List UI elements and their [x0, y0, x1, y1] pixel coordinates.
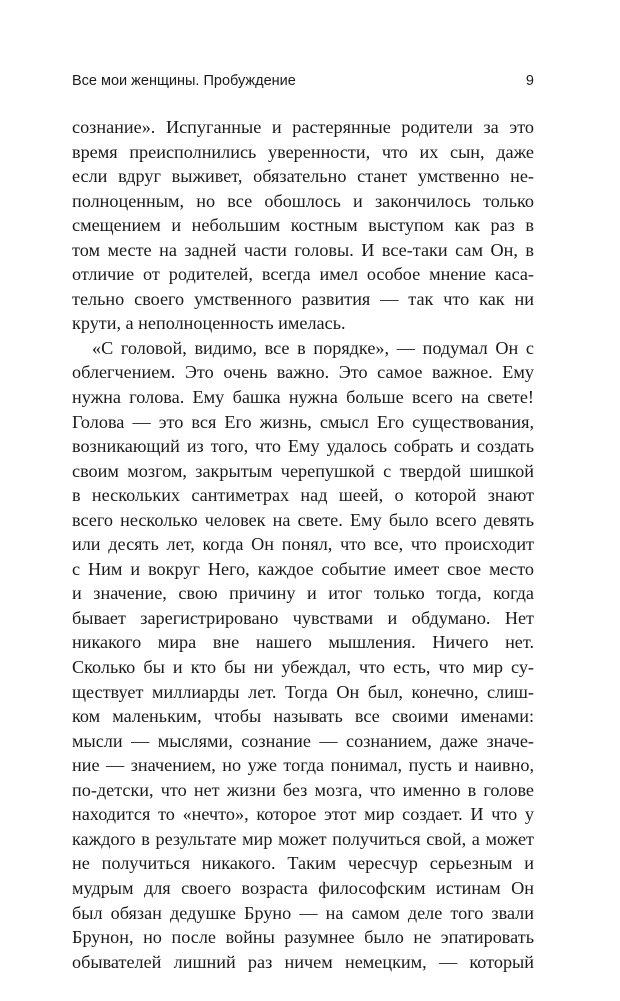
text-line: отличие от родителей, всегда имел особое мнение каса-	[72, 264, 534, 285]
text-line: был обязан дедушке Бруно — на самом деле того звали	[72, 902, 534, 923]
text-line: облегчением. Это очень важно. Это самое важное. Ему	[72, 362, 534, 383]
text-line: не получиться никакого. Таким чересчур серьезным и	[72, 853, 534, 874]
text-line: и значение, свою причину и итог только тогда, когда	[72, 583, 534, 604]
text-line: Сколько бы и кто бы ни убеждал, что есть, что мир су-	[72, 657, 534, 678]
text-line: своим мозгом, закрытым черепушкой с твердой шишкой	[72, 460, 534, 481]
running-header	[72, 73, 534, 93]
text-line: бывает зарегистрировано чувствами и обдумано. Нет	[72, 607, 534, 628]
text-line: том месте на задней части головы. И все-таки сам Он, в	[72, 239, 534, 260]
body-text	[72, 115, 534, 974]
text-line: ние — значением, но уже тогда понимал, пусть и наивно,	[72, 755, 534, 776]
text-line: смещением и небольшим костным выступом как раз в	[72, 215, 534, 236]
text-line: мысли — мыслями, сознание — сознанием, даже значе-	[72, 730, 534, 751]
text-line: находится то «нечто», которое этот мир создает. И что у	[72, 804, 534, 825]
book-title: Все мои женщины. Пробуждение	[72, 73, 296, 89]
text-line: полноценным, но все обошлось и закончилось только	[72, 190, 534, 211]
text-line: мудрым для своего возраста философским истинам Он	[72, 877, 534, 898]
text-line: нужна голова. Ему башка нужна больше всего на свете!	[72, 387, 534, 408]
text-line: никакого мира вне нашего мышления. Ничего нет.	[72, 632, 534, 653]
text-line: крути, а неполноценность имелась.	[72, 313, 346, 334]
text-line: тельно своего умственного развития — так что как ни	[72, 288, 534, 309]
text-line: возникающий из того, что Ему удалось собрать и создать	[72, 436, 534, 457]
text-line: ком маленьким, чтобы называть все своими именами:	[72, 706, 534, 727]
text-line: время преисполнились уверенности, что их сын, даже	[72, 141, 534, 162]
text-line: сознание». Испуганные и растерянные родители за это	[72, 117, 534, 137]
text-line: Голова — это вся Его жизнь, смысл Его существования,	[72, 411, 534, 432]
text-line: каждого в результате мир может получиться свой, а может	[72, 828, 534, 849]
text-line: если вдруг выживет, обязательно станет умственно не-	[72, 166, 534, 187]
text-line: в нескольких сантиметрах над шеей, о которой знают	[72, 485, 534, 506]
text-line: по-детски, что нет жизни без мозга, что именно в голове	[72, 779, 534, 800]
text-line: с Ним и вокруг Него, каждое событие имеет свое место	[72, 558, 534, 579]
text-line: «С головой, видимо, все в порядке», — подумал Он с	[92, 337, 534, 358]
page-number: 9	[525, 73, 534, 89]
text-line: ществует миллиарды лет. Тогда Он был, конечно, слиш-	[72, 681, 534, 702]
text-line: или десять лет, когда Он понял, что все, что происходит	[72, 534, 534, 555]
text-line: Брунон, но после войны разумнее было не эпатировать	[72, 927, 534, 948]
text-line: всего несколько человек на свете. Ему было всего девять	[72, 509, 534, 530]
text-line: обывателей лишний раз ничем немецким, — который	[72, 951, 534, 972]
